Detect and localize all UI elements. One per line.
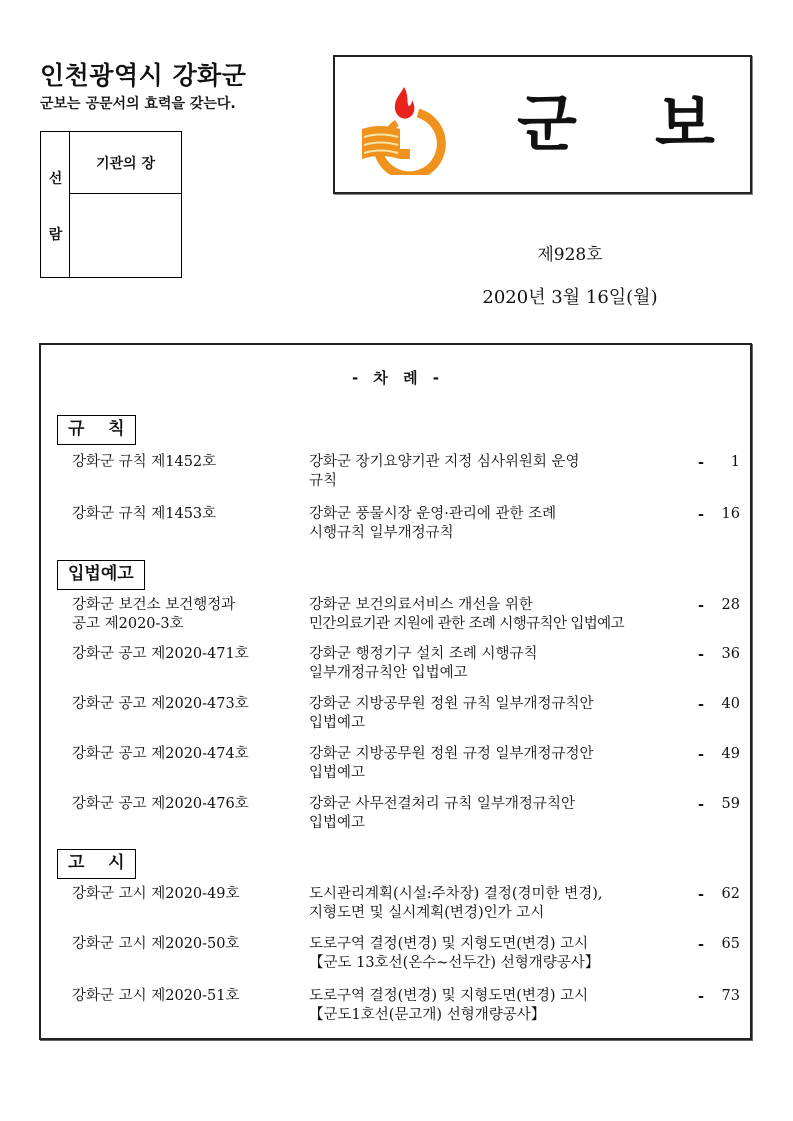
entry-number: 강화군 고시 제2020-51호 bbox=[72, 988, 240, 1004]
entry-number: 강화군 공고 제2020-474호 bbox=[72, 746, 249, 762]
entry-title: 지형도면 및 실시계획(변경)인가 고시 bbox=[309, 905, 545, 921]
entry-number: 강화군 보건소 보건행정과 bbox=[72, 597, 236, 613]
entry-page: 59 bbox=[721, 796, 740, 812]
section-label-public-notice: 고 시 bbox=[57, 849, 136, 879]
entry-number: 강화군 고시 제2020-49호 bbox=[72, 886, 240, 902]
entry-title: 민간의료기관 지원에 관한 조례 시행규칙안 입법예고 bbox=[309, 616, 624, 632]
issue-date: 2020년 3월 16일(월) bbox=[482, 287, 658, 308]
masthead-char-2: 보 bbox=[655, 87, 715, 160]
entry-number: 강화군 공고 제2020-476호 bbox=[72, 796, 249, 812]
masthead bbox=[333, 55, 752, 194]
entry-dash: - bbox=[698, 988, 705, 1005]
entry-dash: - bbox=[698, 886, 705, 903]
approval-side-label-bottom: 람 bbox=[48, 227, 63, 243]
approval-box bbox=[40, 131, 182, 278]
entry-number: 강화군 공고 제2020-471호 bbox=[72, 646, 249, 662]
entry-dash: - bbox=[698, 597, 705, 614]
entry-dash: - bbox=[698, 454, 705, 471]
table-of-contents bbox=[39, 343, 752, 1040]
entry-title: 강화군 보건의료서비스 개선을 위한 bbox=[309, 597, 533, 613]
entry-dash: - bbox=[698, 746, 705, 763]
entry-title: 입법예고 bbox=[309, 715, 366, 731]
entry-number: 강화군 규칙 제1453호 bbox=[72, 506, 217, 522]
entry-page: 62 bbox=[721, 886, 740, 902]
entry-title: 【군도 13호선(온수~선두간) 선형개량공사】 bbox=[309, 955, 600, 971]
entry-page: 73 bbox=[721, 988, 740, 1004]
entry-title: 강화군 지방공무원 정원 규정 일부개정규정안 bbox=[309, 746, 594, 762]
entry-page: 16 bbox=[721, 506, 740, 522]
entry-dash: - bbox=[698, 646, 705, 663]
entry-number: 강화군 규칙 제1452호 bbox=[72, 454, 217, 470]
entry-dash: - bbox=[698, 936, 705, 953]
entry-page: 40 bbox=[721, 696, 740, 712]
entry-title: 강화군 지방공무원 정원 규칙 일부개정규칙안 bbox=[309, 696, 594, 712]
masthead-char-1: 군 bbox=[517, 87, 577, 160]
entry-title: 도로구역 결정(변경) 및 지형도면(변경) 고시 bbox=[309, 936, 589, 952]
entry-dash: - bbox=[698, 696, 705, 713]
entry-number: 공고 제2020-3호 bbox=[72, 616, 184, 632]
entry-title: 입법예고 bbox=[309, 765, 366, 781]
approval-side-column bbox=[41, 132, 70, 277]
approval-head-label: 기관의 장 bbox=[70, 132, 181, 194]
approval-side-label-top: 선 bbox=[48, 171, 63, 187]
entry-title: 입법예고 bbox=[309, 815, 366, 831]
org-title: 인천광역시 강화군 bbox=[40, 61, 247, 90]
entry-title: 시행규칙 일부개정규칙 bbox=[309, 525, 454, 541]
entry-title: 강화군 장기요양기관 지정 심사위원회 운영 bbox=[309, 454, 580, 470]
entry-page: 36 bbox=[721, 646, 740, 662]
gangwha-county-emblem-icon bbox=[360, 83, 450, 175]
entry-number: 강화군 고시 제2020-50호 bbox=[72, 936, 240, 952]
entry-title: 도로구역 결정(변경) 및 지형도면(변경) 고시 bbox=[309, 988, 589, 1004]
org-subtitle: 군보는 공문서의 효력을 갖는다. bbox=[40, 96, 236, 112]
entry-dash: - bbox=[698, 506, 705, 523]
entry-title: 일부개정규칙안 입법예고 bbox=[309, 665, 468, 681]
entry-title: 도시관리계획(시설:주차장) 결정(경미한 변경), bbox=[309, 886, 603, 902]
entry-page: 28 bbox=[721, 597, 740, 613]
entry-page: 49 bbox=[721, 746, 740, 762]
entry-dash: - bbox=[698, 796, 705, 813]
section-label-legislative-notice: 입법예고 bbox=[57, 560, 145, 590]
entry-page: 65 bbox=[721, 936, 740, 952]
issue-number: 제928호 bbox=[537, 245, 603, 265]
entry-page: 1 bbox=[730, 454, 740, 470]
entry-title: 강화군 사무전결처리 규칙 일부개정규칙안 bbox=[309, 796, 575, 812]
entry-title: 강화군 행정기구 설치 조례 시행규칙 bbox=[309, 646, 538, 662]
toc-title: - 차 례 - bbox=[351, 369, 440, 387]
entry-number: 강화군 공고 제2020-473호 bbox=[72, 696, 249, 712]
entry-title: 규칙 bbox=[309, 473, 338, 489]
entry-title: 【군도1호선(문고개) 선형개량공사】 bbox=[309, 1007, 546, 1023]
section-label-rules: 규 칙 bbox=[57, 415, 136, 445]
entry-title: 강화군 풍물시장 운영·관리에 관한 조례 bbox=[309, 506, 557, 522]
